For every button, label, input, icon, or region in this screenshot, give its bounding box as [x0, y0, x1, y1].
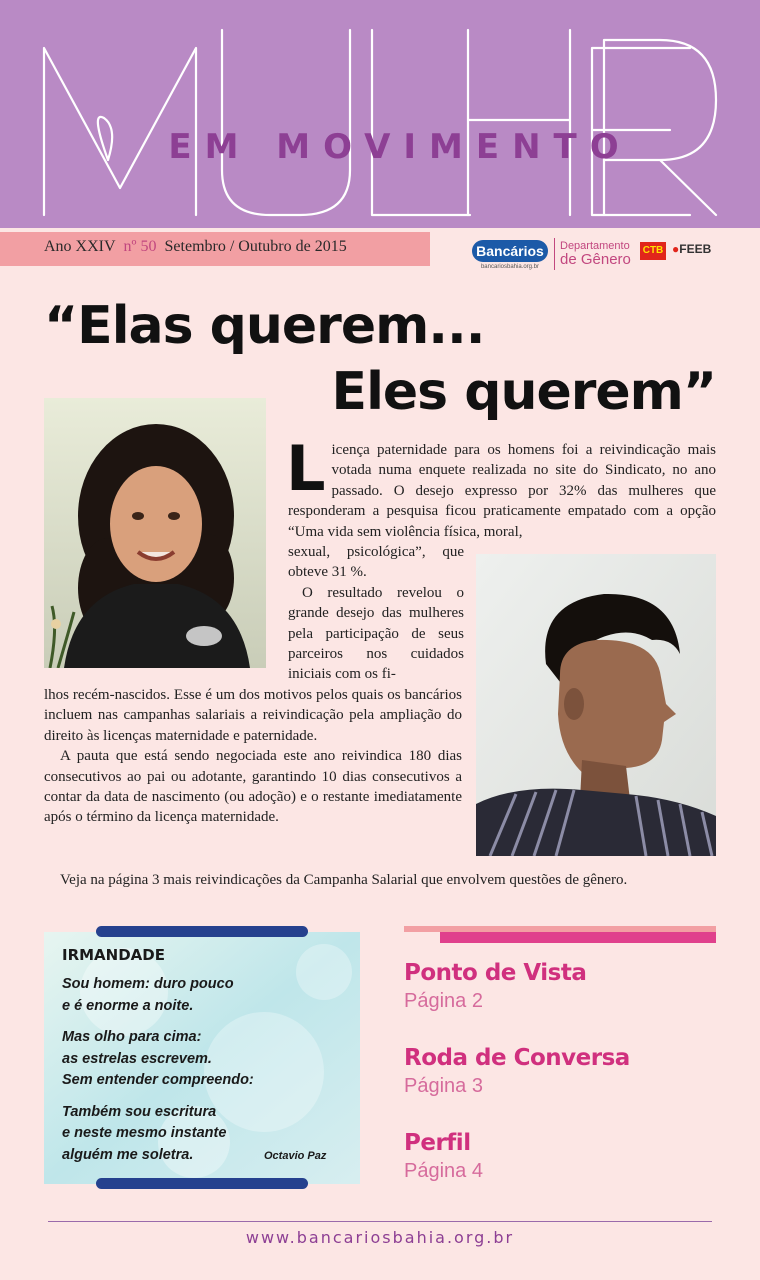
partner-logos: [470, 236, 720, 276]
index-item-page: Página 4: [404, 1160, 483, 1182]
poem-title: IRMANDADE: [62, 946, 165, 964]
index-item-perfil[interactable]: [404, 1130, 483, 1183]
poem-lines: [62, 974, 254, 1166]
headline-line1: “Elas querem...: [44, 296, 485, 356]
issue-number: nº 50: [123, 238, 157, 255]
logo-divider: [554, 238, 555, 270]
masthead: [0, 0, 760, 228]
man-photo: [476, 554, 716, 856]
article-p1-mid-text: sexual, psicológica”, que obteve 31 %.: [288, 544, 464, 581]
index-rule-dark: [440, 932, 716, 943]
index-item-page: Página 2: [404, 990, 483, 1012]
poem-line: Mas olho para cima:: [62, 1029, 202, 1045]
index-item-page: Página 3: [404, 1075, 483, 1097]
footer-rule: [48, 1221, 712, 1222]
headline-line2: Eles querem”: [331, 362, 716, 422]
issue-year: Ano XXIV: [44, 238, 116, 255]
index-item-title[interactable]: Perfil: [404, 1130, 471, 1156]
article-middle-column: [288, 542, 464, 685]
article-dropcap: L: [286, 432, 326, 505]
poem-band-top: [96, 926, 308, 937]
footer-url-link[interactable]: www.bancariosbahia.org.br: [245, 1228, 515, 1247]
dept-line1: Departamento: [560, 240, 630, 252]
poem-line: as estrelas escrevem.: [62, 1050, 212, 1067]
index-item-title[interactable]: Ponto de Vista: [404, 960, 587, 986]
woman-photo: [44, 398, 266, 668]
article-p2-mid-text: O resultado revelou o grande desejo das mulheres pela participação de seus parceiros nos cuidados iniciais com os fi-: [288, 584, 464, 683]
masthead-title-art: [0, 0, 760, 228]
issue-period: Setembro / Outubro de 2015: [164, 238, 347, 255]
poem-box: [44, 932, 360, 1184]
bancarios-logo[interactable]: Bancários: [472, 240, 548, 262]
issue-bar: [0, 232, 430, 266]
feeb-logo[interactable]: ●FEEB: [672, 242, 712, 256]
masthead-subtitle: EM MOVIMENTO: [168, 127, 632, 167]
poem-line: e neste mesmo instante: [62, 1125, 227, 1141]
article-p4-text: Veja na página 3 mais reivindicações da Campanha Salarial que envolvem questões de gênero.: [60, 872, 628, 888]
poem-line: Sem entender compreendo:: [62, 1072, 254, 1088]
dept-line2: de Gênero: [560, 251, 631, 268]
ctb-logo[interactable]: CTB: [640, 242, 666, 260]
department-logo: [560, 240, 631, 268]
poem-band-bottom: [96, 1178, 308, 1189]
poem-line: e é enorme a noite.: [62, 997, 194, 1014]
article-p1-top-text: icença paternidade para os homens foi a reivindicação mais votada numa enquete realizada no site do Sindicato, no ano passado. O desejo expresso por 32% das mulheres que responderam a pesquisa ficou praticamente empatado com a opção “Uma vida sem violência física, moral,: [288, 442, 716, 540]
article-paragraph-1-top: [286, 432, 716, 542]
feeb-label: FEEB: [679, 242, 712, 256]
article-p3-text: A pauta que está sendo negociada este ano reivindica 180 dias consecutivos ao pai ou adotante, garantindo 10 dias consecutivos a contar da data de nascimento (ou adoção) e o restante imediatamente após o término da licença maternidade.: [44, 748, 462, 826]
poem-line: Também sou escritura: [62, 1103, 217, 1120]
poem-line: Sou homem: duro pouco: [62, 976, 234, 992]
index-item-roda-de-conversa[interactable]: [404, 1045, 630, 1098]
article-bottom-column: [44, 685, 462, 828]
poem-author: Octavio Paz: [264, 1150, 327, 1162]
index-item-ponto-de-vista[interactable]: [404, 960, 586, 1013]
index-item-title[interactable]: Roda de Conversa: [404, 1045, 630, 1071]
bancarios-url-small: bancariosbahia.org.br: [480, 264, 540, 270]
article-p2-bottom-text: lhos recém-nascidos. Esse é um dos motivos pelos quais os bancários incluem nas campanhas salariais a reivindicação pela ampliação do direito às licenças maternidade e paternidade.: [44, 687, 462, 744]
poem-line: alguém me soletra.: [62, 1146, 194, 1163]
